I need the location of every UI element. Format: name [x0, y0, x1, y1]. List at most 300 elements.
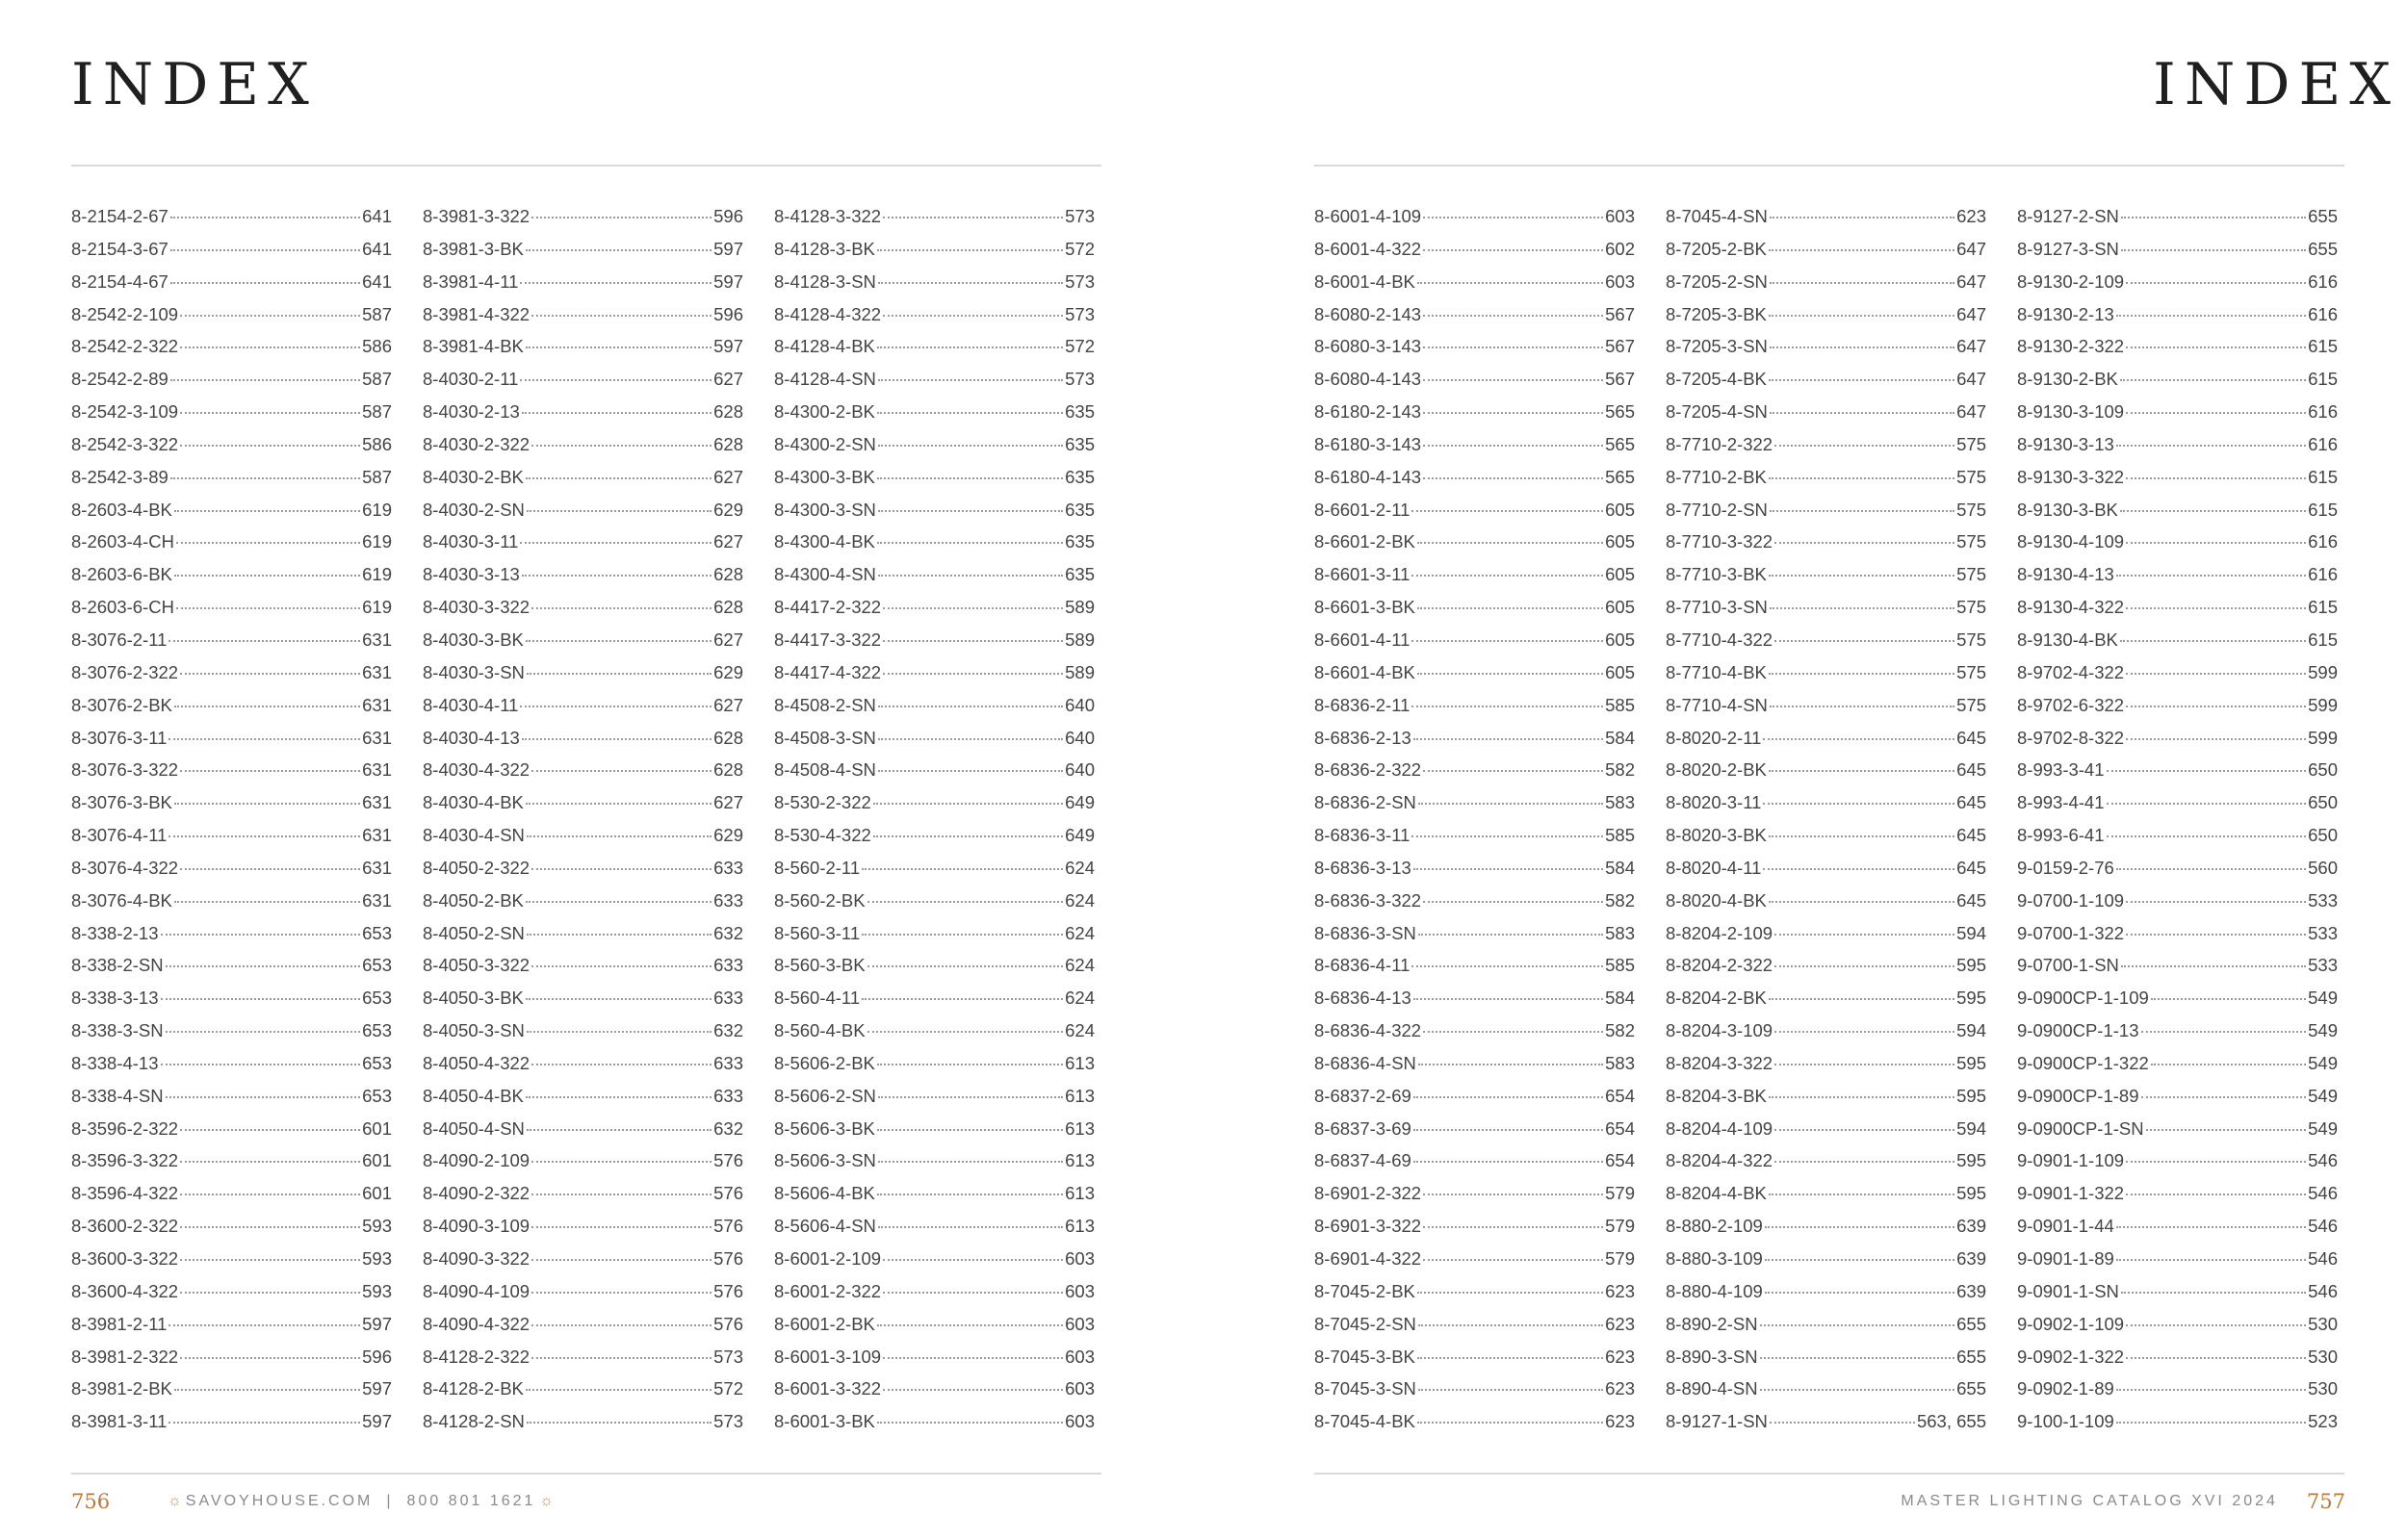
item-code: 8-8204-4-BK — [1666, 1183, 1767, 1204]
page-reference: 575 — [1956, 694, 1986, 715]
index-entry — [774, 1086, 1095, 1118]
page-reference: 595 — [1956, 955, 1986, 976]
index-entry — [1666, 1248, 1986, 1281]
dot-leader — [180, 315, 360, 317]
dot-leader — [180, 1194, 360, 1195]
index-entry — [423, 1118, 743, 1151]
page-reference: 567 — [1605, 336, 1635, 357]
page-reference: 546 — [2308, 1183, 2338, 1204]
index-entry — [423, 1150, 743, 1183]
dot-leader — [1774, 445, 1954, 447]
page-reference: 587 — [362, 303, 392, 324]
dot-leader — [2141, 1031, 2307, 1033]
item-code: 9-0900CP-1-109 — [2017, 988, 2149, 1009]
index-entry — [423, 1248, 743, 1281]
page-reference: 533 — [2308, 955, 2338, 976]
page-reference: 549 — [2308, 1052, 2338, 1073]
index-entry — [2017, 695, 2338, 728]
footer-phone: 800 801 1621 — [406, 1493, 536, 1509]
item-code: 8-560-3-BK — [774, 955, 866, 976]
dot-leader — [527, 1422, 712, 1424]
item-code: 8-338-4-SN — [71, 1085, 164, 1106]
item-code: 8-7045-4-SN — [1666, 206, 1768, 226]
item-code: 8-6836-2-13 — [1314, 727, 1411, 748]
item-code: 8-4030-3-322 — [423, 597, 531, 618]
item-code: 8-3076-3-322 — [71, 759, 179, 781]
item-code: 8-4128-3-SN — [774, 270, 876, 292]
item-code: 8-5606-4-SN — [774, 1216, 876, 1237]
page-reference: 576 — [713, 1216, 743, 1237]
page-reference: 632 — [713, 1020, 743, 1041]
item-code: 8-6901-4-322 — [1314, 1248, 1422, 1269]
dot-leader — [166, 1096, 360, 1098]
dot-leader — [867, 965, 1064, 967]
item-code: 8-7710-3-BK — [1666, 564, 1767, 585]
index-entry — [774, 1248, 1095, 1281]
dot-leader — [1423, 901, 1603, 903]
index-entry — [2017, 531, 2338, 564]
index-entry — [2017, 1216, 2338, 1248]
index-entry — [423, 1053, 743, 1086]
index-entry — [2017, 271, 2338, 304]
page-reference: 601 — [362, 1117, 392, 1139]
item-code: 8-4050-4-322 — [423, 1052, 531, 1073]
item-code: 8-9130-3-322 — [2017, 466, 2125, 487]
index-entry — [423, 1216, 743, 1248]
item-code: 8-6601-4-11 — [1314, 629, 1411, 650]
dot-leader — [1774, 1129, 1954, 1131]
index-entry — [1666, 206, 1986, 239]
index-entry — [1314, 988, 1635, 1020]
index-entry — [71, 271, 392, 304]
item-code: 8-890-2-SN — [1666, 1313, 1758, 1334]
item-code: 8-3076-4-11 — [71, 825, 168, 846]
dot-leader — [526, 803, 712, 805]
page-reference: 575 — [1956, 564, 1986, 585]
page-reference: 654 — [1605, 1085, 1635, 1106]
page-reference: 579 — [1605, 1216, 1635, 1237]
page-reference: 639 — [1956, 1248, 1986, 1269]
page-reference: 653 — [362, 988, 392, 1009]
page-reference: 655 — [2308, 238, 2338, 259]
dot-leader — [527, 673, 712, 675]
item-code: 8-2154-2-67 — [71, 206, 168, 226]
page-reference: 619 — [362, 499, 392, 520]
index-entry — [71, 728, 392, 760]
page-reference: 595 — [1956, 1085, 1986, 1106]
dot-leader — [1423, 477, 1603, 479]
page-reference: 589 — [1065, 597, 1095, 618]
item-code: 8-4030-2-SN — [423, 499, 525, 520]
page-reference: 576 — [713, 1313, 743, 1334]
item-code: 8-4090-2-322 — [423, 1183, 531, 1204]
item-code: 8-7205-3-BK — [1666, 303, 1767, 324]
dot-leader — [1423, 1226, 1603, 1228]
item-code: 8-5606-3-BK — [774, 1117, 875, 1139]
index-entry — [423, 759, 743, 792]
dot-leader — [2121, 217, 2306, 218]
item-code: 9-0901-1-109 — [2017, 1150, 2125, 1171]
item-code: 8-4030-2-BK — [423, 466, 524, 487]
page-reference: 597 — [713, 270, 743, 292]
dot-leader — [2116, 1226, 2306, 1228]
item-code: 8-7710-4-322 — [1666, 629, 1773, 650]
page-reference: 647 — [1956, 270, 1986, 292]
item-code: 8-3981-4-322 — [423, 303, 531, 324]
dot-leader — [180, 445, 360, 447]
item-code: 8-6601-3-11 — [1314, 564, 1411, 585]
item-code: 8-8020-3-11 — [1666, 792, 1762, 813]
index-entry — [774, 564, 1095, 597]
item-code: 8-6080-4-143 — [1314, 369, 1422, 390]
page-reference: 593 — [362, 1216, 392, 1237]
dot-leader — [873, 803, 1063, 805]
item-code: 8-338-3-SN — [71, 1020, 164, 1041]
item-code: 8-6836-2-SN — [1314, 792, 1416, 813]
dot-leader — [1423, 346, 1603, 348]
dot-leader — [1770, 282, 1954, 284]
index-column-2 — [423, 206, 743, 1444]
index-entry — [774, 434, 1095, 467]
dot-leader — [522, 575, 712, 577]
dot-leader — [520, 542, 712, 544]
dot-leader — [2121, 249, 2306, 251]
item-code: 8-8204-3-BK — [1666, 1085, 1767, 1106]
dot-leader — [878, 379, 1063, 381]
page-reference: 605 — [1605, 531, 1635, 552]
item-code: 8-2542-2-109 — [71, 303, 179, 324]
page-reference: 647 — [1956, 238, 1986, 259]
item-code: 8-2542-3-89 — [71, 466, 168, 487]
index-entry — [423, 531, 743, 564]
index-entry — [1314, 271, 1635, 304]
index-entry — [423, 858, 743, 890]
dot-leader — [1769, 1096, 1954, 1098]
item-code: 8-4300-3-SN — [774, 499, 876, 520]
dot-leader — [862, 998, 1063, 1000]
index-entry — [1666, 1183, 1986, 1216]
page-reference: 576 — [713, 1183, 743, 1204]
index-entry — [71, 923, 392, 956]
page-reference: 645 — [1956, 792, 1986, 813]
index-entry — [423, 1347, 743, 1379]
index-entry — [774, 1216, 1095, 1248]
page-reference: 583 — [1605, 922, 1635, 943]
dot-leader — [161, 998, 361, 1000]
item-code: 8-4050-3-SN — [423, 1020, 525, 1041]
item-code: 8-9127-1-SN — [1666, 1411, 1768, 1432]
item-code: 8-338-3-13 — [71, 988, 159, 1009]
page-reference: 530 — [2308, 1313, 2338, 1334]
index-entry — [1314, 1118, 1635, 1151]
item-code: 9-0902-1-109 — [2017, 1313, 2125, 1334]
item-code: 8-3981-2-322 — [71, 1346, 179, 1367]
page-reference: 628 — [713, 759, 743, 781]
index-entry — [1666, 1378, 1986, 1411]
dot-leader — [1423, 770, 1603, 772]
item-code: 8-7710-2-322 — [1666, 433, 1773, 454]
page-reference: 613 — [1065, 1085, 1095, 1106]
page-reference: 546 — [2308, 1150, 2338, 1171]
item-code: 8-880-2-109 — [1666, 1216, 1763, 1237]
item-code: 8-6001-4-BK — [1314, 270, 1415, 292]
item-code: 8-4508-4-SN — [774, 759, 876, 781]
page-reference: 572 — [713, 1378, 743, 1399]
index-entry — [71, 531, 392, 564]
item-code: 8-6836-3-322 — [1314, 889, 1422, 911]
page-reference: 635 — [1065, 466, 1095, 487]
index-entry — [423, 500, 743, 532]
dot-leader — [1769, 249, 1954, 251]
dot-leader — [877, 477, 1063, 479]
dot-leader — [877, 249, 1063, 251]
index-entry — [423, 890, 743, 923]
page-reference: 583 — [1605, 792, 1635, 813]
item-code: 8-3981-3-322 — [423, 206, 531, 226]
dot-leader — [520, 706, 712, 707]
dot-leader — [878, 575, 1063, 577]
page-reference: 650 — [2308, 759, 2338, 781]
item-code: 8-3076-4-BK — [71, 889, 172, 911]
page-reference: 647 — [1956, 303, 1986, 324]
item-code: 8-4300-4-SN — [774, 564, 876, 585]
page-reference: 582 — [1605, 759, 1635, 781]
item-code: 8-2603-4-CH — [71, 531, 174, 552]
dot-leader — [161, 1064, 361, 1065]
dot-leader — [526, 640, 712, 642]
item-code: 9-0159-2-76 — [2017, 857, 2114, 878]
item-code: 9-0900CP-1-322 — [2017, 1052, 2149, 1073]
index-entry — [423, 825, 743, 858]
dot-leader — [180, 1292, 360, 1294]
page-reference: 628 — [713, 727, 743, 748]
item-code: 8-7205-4-SN — [1666, 401, 1768, 423]
dot-leader — [168, 1422, 360, 1424]
item-code: 8-9127-2-SN — [2017, 206, 2119, 226]
dot-leader — [2126, 706, 2306, 707]
dot-leader — [1411, 706, 1603, 707]
dot-leader — [1769, 901, 1954, 903]
dot-leader — [531, 1259, 712, 1261]
item-code: 8-3076-4-322 — [71, 857, 179, 878]
index-entry — [1314, 858, 1635, 890]
item-code: 8-8204-4-109 — [1666, 1117, 1773, 1139]
dot-leader — [883, 1259, 1063, 1261]
item-code: 8-5606-4-BK — [774, 1183, 875, 1204]
page-reference: 640 — [1065, 694, 1095, 715]
item-code: 8-2154-4-67 — [71, 270, 168, 292]
dot-leader — [1769, 477, 1954, 479]
footer-separator: | — [386, 1493, 394, 1509]
dot-leader — [1774, 1161, 1954, 1163]
index-entry — [71, 662, 392, 695]
page-reference: 645 — [1956, 857, 1986, 878]
page-reference: 596 — [713, 206, 743, 226]
index-entry — [774, 336, 1095, 369]
dot-leader — [531, 1324, 712, 1326]
index-entry — [2017, 336, 2338, 369]
page-number: 756 — [71, 1490, 111, 1513]
footer-divider — [1314, 1473, 2344, 1475]
page-reference: 589 — [1065, 661, 1095, 682]
dot-leader — [1769, 770, 1954, 772]
page-reference: 605 — [1605, 661, 1635, 682]
dot-leader — [166, 965, 360, 967]
item-code: 8-3596-4-322 — [71, 1183, 179, 1204]
item-code: 8-7710-4-SN — [1666, 694, 1768, 715]
dot-leader — [531, 607, 712, 609]
dot-leader — [1423, 1194, 1603, 1195]
index-entry — [1314, 792, 1635, 825]
index-entry — [423, 271, 743, 304]
item-code: 8-4090-2-109 — [423, 1150, 531, 1171]
item-code: 8-890-3-SN — [1666, 1346, 1758, 1367]
page-reference: 629 — [713, 499, 743, 520]
index-entry — [71, 564, 392, 597]
index-entry — [1314, 1216, 1635, 1248]
page-reference: 605 — [1605, 564, 1635, 585]
page-reference: 575 — [1956, 597, 1986, 618]
page-reference: 573 — [1065, 270, 1095, 292]
dot-leader — [170, 379, 360, 381]
dot-leader — [878, 1096, 1063, 1098]
page-reference: 641 — [362, 238, 392, 259]
index-entry — [71, 1248, 392, 1281]
page-reference: 589 — [1065, 629, 1095, 650]
dot-leader — [2126, 1324, 2306, 1326]
dot-leader — [180, 868, 360, 870]
dot-leader — [1769, 1194, 1954, 1195]
index-entry — [1314, 401, 1635, 434]
page-reference: 623 — [1605, 1411, 1635, 1432]
index-entry — [71, 695, 392, 728]
index-entry — [71, 500, 392, 532]
dot-leader — [1774, 640, 1954, 642]
page-reference: 605 — [1605, 597, 1635, 618]
page-reference: 627 — [713, 694, 743, 715]
index-entry — [1314, 500, 1635, 532]
index-entry — [1666, 1216, 1986, 1248]
index-entry — [71, 1411, 392, 1444]
dot-leader — [2126, 901, 2306, 903]
page-reference: 575 — [1956, 531, 1986, 552]
page-reference: 585 — [1605, 825, 1635, 846]
dot-leader — [2120, 640, 2306, 642]
dot-leader — [1770, 510, 1954, 512]
dot-leader — [1413, 1096, 1603, 1098]
item-code: 8-2603-6-CH — [71, 597, 174, 618]
index-entry — [1666, 564, 1986, 597]
index-entry — [2017, 1347, 2338, 1379]
dot-leader — [1418, 1064, 1603, 1065]
index-entry — [2017, 1020, 2338, 1053]
dot-leader — [1774, 934, 1954, 936]
page-number: 757 — [2306, 1490, 2345, 1513]
page-reference: 597 — [713, 238, 743, 259]
page-reference: 595 — [1956, 1183, 1986, 1204]
page-reference: 563, 655 — [1916, 1411, 1986, 1432]
index-entry — [423, 1411, 743, 1444]
index-entry — [774, 1053, 1095, 1086]
page-reference: 635 — [1065, 401, 1095, 423]
item-code: 8-8020-4-11 — [1666, 857, 1762, 878]
dot-leader — [526, 1389, 712, 1391]
page-reference: 576 — [713, 1248, 743, 1269]
dot-leader — [522, 738, 712, 740]
item-code: 8-4030-2-322 — [423, 433, 531, 454]
page-reference: 599 — [2308, 694, 2338, 715]
item-code: 8-338-2-13 — [71, 922, 159, 943]
item-code: 8-8204-2-BK — [1666, 988, 1767, 1009]
page-reference: 632 — [713, 1117, 743, 1139]
item-code: 8-2603-6-BK — [71, 564, 172, 585]
index-entry — [1666, 1118, 1986, 1151]
page-reference: 655 — [1956, 1313, 1986, 1334]
index-entry — [71, 629, 392, 662]
page-reference: 593 — [362, 1280, 392, 1301]
page-reference: 645 — [1956, 759, 1986, 781]
page-reference: 603 — [1065, 1280, 1095, 1301]
index-entry — [2017, 1248, 2338, 1281]
index-entry — [1666, 304, 1986, 337]
index-entry — [71, 1378, 392, 1411]
dot-leader — [1763, 738, 1954, 740]
item-code: 8-9130-4-13 — [2017, 564, 2114, 585]
dot-leader — [180, 1357, 360, 1359]
item-code: 8-9702-4-322 — [2017, 661, 2125, 682]
page-reference: 635 — [1065, 531, 1095, 552]
dot-leader — [531, 965, 712, 967]
page-reference: 624 — [1065, 889, 1095, 911]
page-reference: 635 — [1065, 433, 1095, 454]
index-entry — [774, 1281, 1095, 1314]
dot-leader — [2141, 1096, 2307, 1098]
dot-leader — [174, 901, 360, 903]
item-code: 8-9130-3-BK — [2017, 499, 2118, 520]
item-code: 9-0901-1-322 — [2017, 1183, 2125, 1204]
index-entry — [2017, 1053, 2338, 1086]
dot-leader — [161, 934, 361, 936]
index-entry — [1666, 923, 1986, 956]
item-code: 9-0902-1-322 — [2017, 1346, 2125, 1367]
dot-leader — [1423, 1259, 1603, 1261]
item-code: 8-4050-2-BK — [423, 889, 524, 911]
dot-leader — [1411, 965, 1603, 967]
page-reference: 579 — [1605, 1248, 1635, 1269]
dot-leader — [883, 315, 1063, 317]
page-reference: 616 — [2308, 433, 2338, 454]
page-reference: 549 — [2308, 1085, 2338, 1106]
dot-leader — [878, 282, 1063, 284]
dot-leader — [531, 445, 712, 447]
dot-leader — [2126, 738, 2306, 740]
page-reference: 615 — [2308, 369, 2338, 390]
page-reference: 631 — [362, 727, 392, 748]
page-reference: 575 — [1956, 499, 1986, 520]
page-reference: 655 — [1956, 1378, 1986, 1399]
sun-icon: ☼ — [539, 1493, 555, 1509]
index-entry — [423, 467, 743, 500]
footer-catalog: MASTER LIGHTING CATALOG XVI 2024 — [1901, 1493, 2278, 1509]
dot-leader — [527, 1031, 712, 1033]
item-code: 8-7205-2-SN — [1666, 270, 1768, 292]
index-entry — [1666, 890, 1986, 923]
page-reference: 533 — [2308, 922, 2338, 943]
page-reference: 549 — [2308, 1117, 2338, 1139]
item-code: 9-0900CP-1-SN — [2017, 1117, 2144, 1139]
index-entry — [774, 890, 1095, 923]
index-entry — [71, 336, 392, 369]
